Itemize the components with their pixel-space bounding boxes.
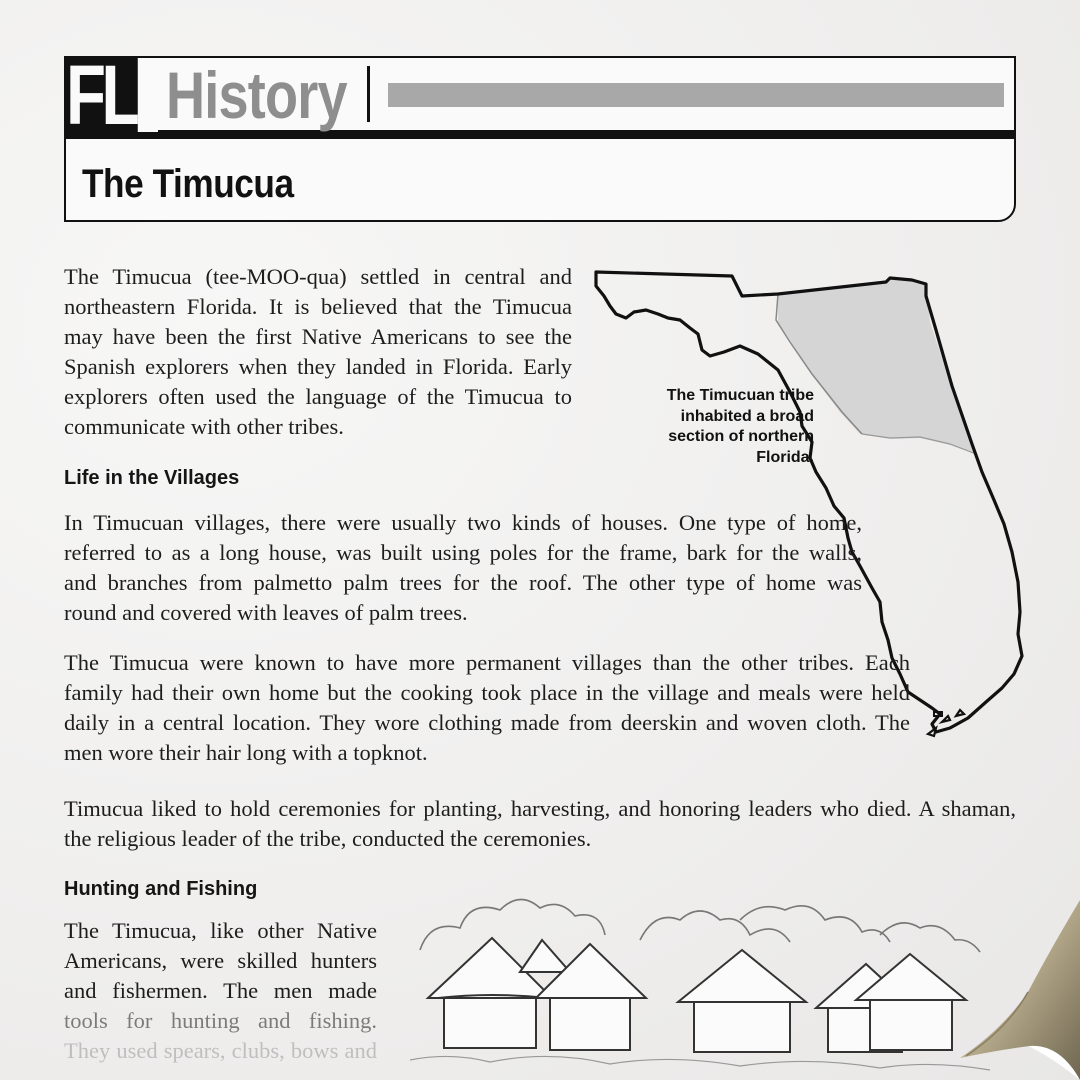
page-title: The Timucua	[82, 162, 294, 206]
villages-paragraph-2	[64, 648, 910, 768]
intro-line: The Timucua (tee-MOO-qua) settled in central and	[64, 264, 572, 289]
intro-paragraph	[64, 262, 572, 442]
intro-line: northeastern Florida. It is believed that the Timucua	[64, 294, 572, 319]
villages-line: round and covered with leaves of palm trees.	[64, 600, 468, 625]
header-gray-bar	[388, 83, 1004, 107]
hunting-line: and fishermen. The men made	[64, 978, 377, 1003]
villages-line: family had their own home but the cooking took place in the village and meals were held	[64, 680, 910, 705]
villages-line: and branches from palmetto palm trees for the roof. The other type of home was	[64, 570, 862, 595]
intro-line: communicate with other tribes.	[64, 414, 344, 439]
villages-line: In Timucuan villages, there were usually two kinds of houses. One type of home,	[64, 510, 862, 535]
hunting-paragraph	[64, 916, 377, 1066]
header-divider	[367, 66, 370, 122]
hut	[678, 950, 806, 1052]
hunting-line: The Timucua, like other Native	[64, 918, 377, 943]
fl-logo: FL	[66, 58, 137, 132]
hunting-heading: Hunting and Fishing	[64, 878, 258, 900]
villages-paragraph-1	[64, 508, 862, 628]
villages-line: daily in a central location. They wore clothing made from deerskin and woven cloth. The	[64, 710, 910, 735]
hunting-line: tools for hunting and fishing.	[64, 1008, 377, 1033]
intro-line: Spanish explorers when they landed in Florida. Early	[64, 354, 572, 379]
villages-line: Timucua liked to hold ceremonies for planting, harvesting, and honoring leaders who died. A shaman,	[64, 796, 1016, 821]
villages-line: the religious leader of the tribe, conducted the ceremonies.	[64, 826, 592, 851]
history-label: History	[166, 58, 347, 132]
page-curl	[880, 880, 1080, 1080]
hut	[520, 940, 570, 972]
hunting-line: They used spears, clubs, bows and	[64, 1038, 377, 1063]
header-rule	[64, 132, 1016, 139]
map-caption-line: inhabited a broad	[680, 407, 814, 425]
intro-line: explorers often used the language of the Timucua to	[64, 384, 572, 409]
villages-line: The Timucua were known to have more permanent villages than the other tribes. Each	[64, 650, 910, 675]
map-caption-line: section of northern	[668, 428, 814, 445]
map-caption	[616, 386, 814, 468]
intro-line: may have been the first Native Americans to see the	[64, 324, 572, 349]
villages-line: referred to as a long house, was built using poles for the frame, bark for the walls,	[64, 540, 862, 565]
villages-heading: Life in the Villages	[64, 467, 240, 489]
hunting-line: Americans, were skilled hunters	[64, 948, 377, 973]
villages-line: men wore their hair long with a topknot.	[64, 740, 428, 765]
map-caption-line: The Timucuan tribe	[666, 387, 814, 404]
map-caption-line: Florida.	[756, 448, 814, 466]
villages-paragraph-3	[64, 794, 1016, 854]
